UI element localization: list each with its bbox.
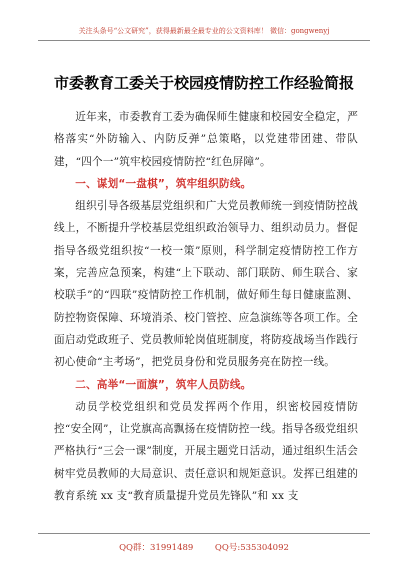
section-1-heading: 一、谋划“一盘棋”，筑牢组织防线。 — [75, 177, 252, 190]
section-2-paragraph: 动员学校党组织和党员发挥两个作用，织密校园疫情防控“安全网”，让党旗高高飘扬在疫情防控一线。指导各级党组织严格执行“三会一课”制度，开展主题党日活动，通过组织生活会树牢党员教师的大局意识、责任意识和规矩意识。发挥已组建的教育系统 xx 支“教育质量提升党员先锋队”和 xx 支 — [54, 400, 358, 503]
footer-banner — [0, 541, 408, 553]
header-divider — [38, 40, 370, 41]
document-title: 市委教育工委关于校园疫情防控工作经验简报 — [53, 74, 354, 92]
section-1-paragraph: 组织引导各级基层党组织和广大党员教师统一到疫情防控战线上，不断提升学校基层党组织政治领导力、组织动员力。督促指导各级党组织按“一校一策”原则，科学制定疫情防控工作方案，完善应急预案，构建“上下联动、部门联防、师生联合、家校联手”的“四联”疫情防控工作机制，做好师生每日健康监测、防控物资保障、环境消杀、校门管控、应急演练等各项工作。全面启动党政班子、党员教师轮岗值班制度，将防疫战场当作践行初心使命“主考场”，把党员身份和党员服务亮在防控一线。 — [54, 200, 358, 369]
document-body — [54, 106, 358, 507]
footer-qq-group: QQ群：31991489 — [119, 543, 194, 553]
section-2-heading: 二、高举“一面旗”，筑牢人员防线。 — [75, 378, 252, 391]
footer-qq-number: QQ号:535304092 — [214, 543, 289, 553]
intro-paragraph: 近年来，市委教育工委为确保师生健康和校园安全稳定，严格落实“外防输入、内防反弹”总策略，以党建带团建、带队建，“四个一”筑牢校园疫情防控“红色屏障”。 — [54, 111, 358, 168]
footer-divider — [38, 533, 370, 534]
header-banner: 关注头条号“公文研究”，获得最新最全最专业的公文资料库！ 微信：gongwenyj — [78, 27, 330, 35]
